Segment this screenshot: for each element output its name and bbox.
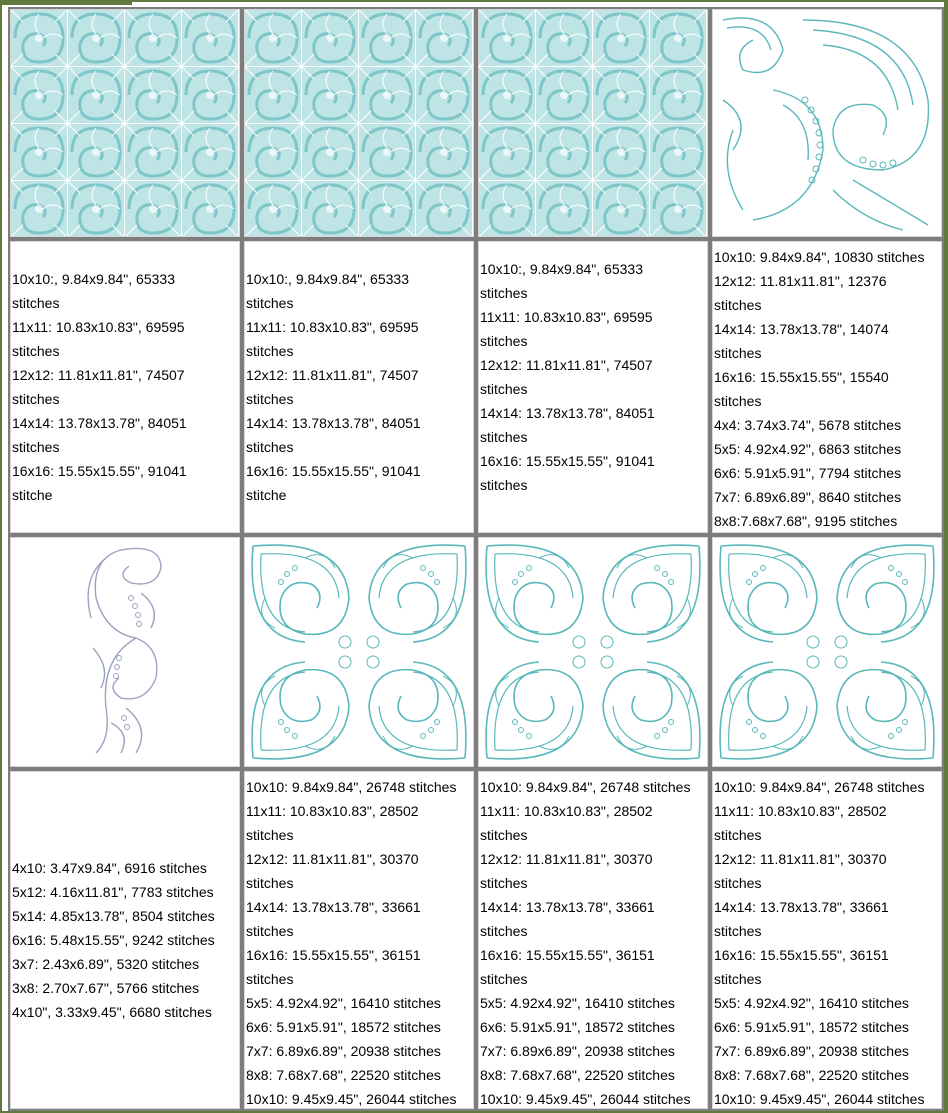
spec-line: 14x14: 13.78x13.78", 33661 <box>480 899 655 915</box>
spec-line: 7x7: 6.89x6.89", 20938 stitches <box>714 1043 909 1059</box>
design-image-1[interactable] <box>8 7 242 239</box>
spec-line: 5x5: 4.92x4.92", 16410 stitches <box>714 995 909 1011</box>
spec-line: 5x12: 4.16x11.81", 7783 stitches <box>12 884 214 900</box>
feather-block-icon <box>713 538 941 766</box>
spec-line: stitches <box>714 297 762 313</box>
spec-line: stitches <box>714 345 762 361</box>
spec-line: stitches <box>12 295 60 311</box>
spec-line: stitches <box>12 439 60 455</box>
spec-line: 8x8: 7.68x7.68", 22520 stitches <box>480 1067 675 1083</box>
spec-line: 12x12: 11.81x11.81", 30370 <box>246 851 419 867</box>
dense-swirl-pattern-icon <box>245 10 473 236</box>
design-specs-8 <box>710 769 944 1111</box>
spec-line: stitches <box>12 343 60 359</box>
spec-line: 12x12: 11.81x11.81", 74507 <box>12 367 185 383</box>
spec-line: stitches <box>246 391 294 407</box>
spec-line: 5x5: 4.92x4.92", 16410 stitches <box>246 995 441 1011</box>
feather-border-icon <box>11 538 239 766</box>
spec-line: 14x14: 13.78x13.78", 33661 <box>246 899 421 915</box>
spec-line: 12x12: 11.81x11.81", 30370 <box>480 851 653 867</box>
spec-list <box>12 241 240 533</box>
spec-line: 8x8: 7.68x7.68", 22520 stitches <box>714 1067 909 1083</box>
spec-line: 10x10: 9.84x9.84", 26748 stitches <box>246 779 457 795</box>
spec-line: 14x14: 13.78x13.78", 14074 <box>714 321 889 337</box>
design-image-3[interactable] <box>476 7 710 239</box>
spec-line: stitches <box>480 381 528 397</box>
design-specs-5 <box>8 769 242 1111</box>
spec-line: 10x10: 9.45x9.45", 26044 stitches <box>480 1091 691 1107</box>
spec-line: stitches <box>480 477 528 493</box>
spec-line: 7x7: 6.89x6.89", 20938 stitches <box>480 1043 675 1059</box>
spec-line: 16x16: 15.55x15.55", 36151 <box>246 947 421 963</box>
spec-list <box>480 241 708 533</box>
spec-line: stitches <box>480 827 528 843</box>
spec-line: 4x4: 3.74x3.74", 5678 stitches <box>714 417 902 433</box>
spec-line: 6x6: 5.91x5.91", 18572 stitches <box>246 1019 441 1035</box>
spec-line: 10x10: 9.45x9.45", 26044 stitches <box>714 1091 925 1107</box>
spec-line: 16x16: 15.55x15.55", 36151 <box>480 947 655 963</box>
spec-line: 6x6: 5.91x5.91", 18572 stitches <box>480 1019 675 1035</box>
spec-line: 6x6: 5.91x5.91", 7794 stitches <box>714 465 902 481</box>
feather-block-icon <box>245 538 473 766</box>
spec-list <box>714 771 942 1109</box>
spec-line: 10x10: 9.45x9.45", 26044 stitches <box>246 1091 457 1107</box>
spec-line: 11x11: 10.83x10.83", 69595 <box>246 319 419 335</box>
spec-line: stitches <box>246 923 294 939</box>
spec-line: 12x12: 11.81x11.81", 74507 <box>480 357 653 373</box>
spec-list <box>480 771 708 1109</box>
spec-line: 14x14: 13.78x13.78", 84051 <box>480 405 655 421</box>
spec-line: 10x10:, 9.84x9.84", 65333 <box>246 271 409 287</box>
top-accent-strip <box>2 2 132 5</box>
spec-line: 10x10: 9.84x9.84", 26748 stitches <box>480 779 691 795</box>
spec-line: 12x12: 11.81x11.81", 74507 <box>246 367 419 383</box>
spec-list <box>246 771 474 1109</box>
spec-line: stitches <box>480 285 528 301</box>
spec-line: stitches <box>480 333 528 349</box>
design-image-2[interactable] <box>242 7 476 239</box>
spec-line: stitches <box>480 875 528 891</box>
spec-line: 16x16: 15.55x15.55", 15540 <box>714 369 889 385</box>
spec-line: stitches <box>714 393 762 409</box>
spec-line: 11x11: 10.83x10.83", 69595 <box>480 309 653 325</box>
spec-line: 11x11: 10.83x10.83", 28502 <box>480 803 653 819</box>
feather-corner-swirl-icon <box>713 10 941 236</box>
spec-line: 5x5: 4.92x4.92", 16410 stitches <box>480 995 675 1011</box>
design-image-7[interactable] <box>476 535 710 769</box>
spec-line: 14x14: 13.78x13.78", 33661 <box>714 899 889 915</box>
design-image-6[interactable] <box>242 535 476 769</box>
spec-line: 7x7: 6.89x6.89", 20938 stitches <box>246 1043 441 1059</box>
spec-line: 14x14: 13.78x13.78", 84051 <box>12 415 187 431</box>
spec-line: 7x7: 6.89x6.89", 8640 stitches <box>714 489 902 505</box>
spec-line: stitches <box>246 875 294 891</box>
spec-line: 10x10:, 9.84x9.84", 65333 <box>480 261 643 277</box>
design-image-5[interactable] <box>8 535 242 769</box>
spec-line: stitches <box>246 343 294 359</box>
spec-line: 16x16: 15.55x15.55", 91041 <box>246 463 421 479</box>
spec-line: stitches <box>246 439 294 455</box>
spec-list <box>246 241 474 533</box>
spec-line: 16x16: 15.55x15.55", 36151 <box>714 947 889 963</box>
dense-swirl-pattern-icon <box>11 10 239 236</box>
spec-line: stitches <box>480 429 528 445</box>
spec-line: 6x16: 5.48x15.55", 9242 stitches <box>12 932 215 948</box>
spec-line: 16x16: 15.55x15.55", 91041 <box>480 453 655 469</box>
spec-line: 10x10: 9.84x9.84", 26748 stitches <box>714 779 925 795</box>
spec-line: 11x11: 10.83x10.83", 28502 <box>714 803 887 819</box>
feather-block-icon <box>479 538 707 766</box>
spec-line: stitches <box>12 391 60 407</box>
spec-line: 11x11: 10.83x10.83", 28502 <box>246 803 419 819</box>
spec-line: 3x8: 2.70x7.67", 5766 stitches <box>12 980 200 996</box>
spec-line: 12x12: 11.81x11.81", 30370 <box>714 851 887 867</box>
spec-line: stitches <box>714 923 762 939</box>
spec-line: 11x11: 10.83x10.83", 69595 <box>12 319 185 335</box>
spec-line: 6x6: 5.91x5.91", 18572 stitches <box>714 1019 909 1035</box>
dense-swirl-pattern-icon <box>479 10 707 236</box>
spec-line: 12x12: 11.81x11.81", 12376 <box>714 273 887 289</box>
spec-list <box>714 241 942 533</box>
spec-line: stitches <box>714 827 762 843</box>
spec-line: stitches <box>246 295 294 311</box>
spec-line: stitches <box>246 827 294 843</box>
spec-line: stitches <box>480 971 528 987</box>
spec-line: stitches <box>714 875 762 891</box>
spec-line: 10x10: 9.84x9.84", 10830 stitches <box>714 249 925 265</box>
design-specs-2 <box>242 239 476 535</box>
spec-line: 5x14: 4.85x13.78", 8504 stitches <box>12 908 215 924</box>
spec-line: 10x10:, 9.84x9.84", 65333 <box>12 271 175 287</box>
spec-line: stitche <box>12 487 53 503</box>
spec-line: stitches <box>480 923 528 939</box>
design-specs-3 <box>476 239 710 535</box>
design-specs-4 <box>710 239 944 535</box>
design-specs-1 <box>8 239 242 535</box>
design-image-8[interactable] <box>710 535 944 769</box>
spec-line: 16x16: 15.55x15.55", 91041 <box>12 463 187 479</box>
design-image-4[interactable] <box>710 7 944 239</box>
spec-line: 8x8:7.68x7.68", 9195 stitches <box>714 513 898 529</box>
design-specs-6 <box>242 769 476 1111</box>
spec-line: 14x14: 13.78x13.78", 84051 <box>246 415 421 431</box>
spec-line: stitches <box>246 971 294 987</box>
spec-line: 4x10", 3.33x9.45", 6680 stitches <box>12 1004 212 1020</box>
spec-line: 3x7: 2.43x6.89", 5320 stitches <box>12 956 200 972</box>
spec-line: 8x8: 7.68x7.68", 22520 stitches <box>246 1067 441 1083</box>
spec-line: stitche <box>246 487 287 503</box>
spec-line: stitches <box>714 971 762 987</box>
design-catalog-table <box>2 2 944 1111</box>
spec-line: 4x10: 3.47x9.84", 6916 stitches <box>12 860 207 876</box>
design-specs-7 <box>476 769 710 1111</box>
spec-line: 5x5: 4.92x4.92", 6863 stitches <box>714 441 902 457</box>
spec-list <box>12 771 240 1109</box>
